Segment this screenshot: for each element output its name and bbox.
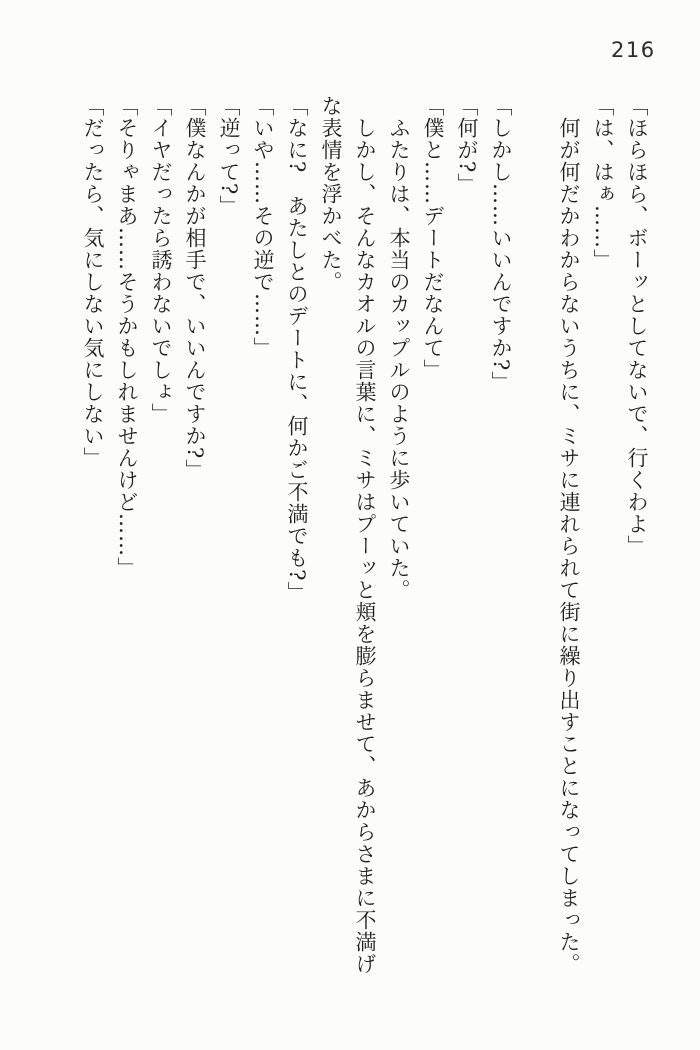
text-line: 「そりゃまあ……そうかもしれませんけど……」 (115, 95, 139, 579)
text-line: 「だったら、気にしない気にしない」 (81, 95, 105, 469)
text-line: 「しかし……いいんですか?」 (489, 95, 513, 394)
text-line: 「なに? あたしとのデートに、何かご不満でも?」 (285, 95, 309, 604)
text-line: 「いや……その逆で……」 (251, 95, 275, 359)
text-line (518, 95, 552, 981)
text-line: 「は、はぁ……」 (591, 95, 615, 271)
text-line: 「逆って?」 (217, 95, 241, 218)
text-line: 何が何だかわからないうちに、ミサに連れられて街に繰り出すことになってしまった。 (557, 117, 581, 975)
text-line: 「何が?」 (455, 95, 479, 196)
page-number: 216 (611, 38, 656, 62)
text-line: 「イヤだったら誘わないでしょ」 (149, 95, 173, 425)
text-line: 「ほらほら、ボーッとしてないで、行くわよ」 (625, 95, 649, 557)
text-line: 「僕なんかが相手で、いいんですか?」 (183, 95, 207, 482)
text-line: 「僕と……デートだなんて」 (421, 95, 445, 381)
text-block (76, 95, 654, 981)
text-line: ふたりは、本当のカップルのように歩いていた。 (387, 117, 411, 601)
text-line: しかし、そんなカオルの言葉に、ミサはプーッと頬を膨らませて、あからさまに不満げな表情を浮かべた。 (319, 95, 377, 975)
